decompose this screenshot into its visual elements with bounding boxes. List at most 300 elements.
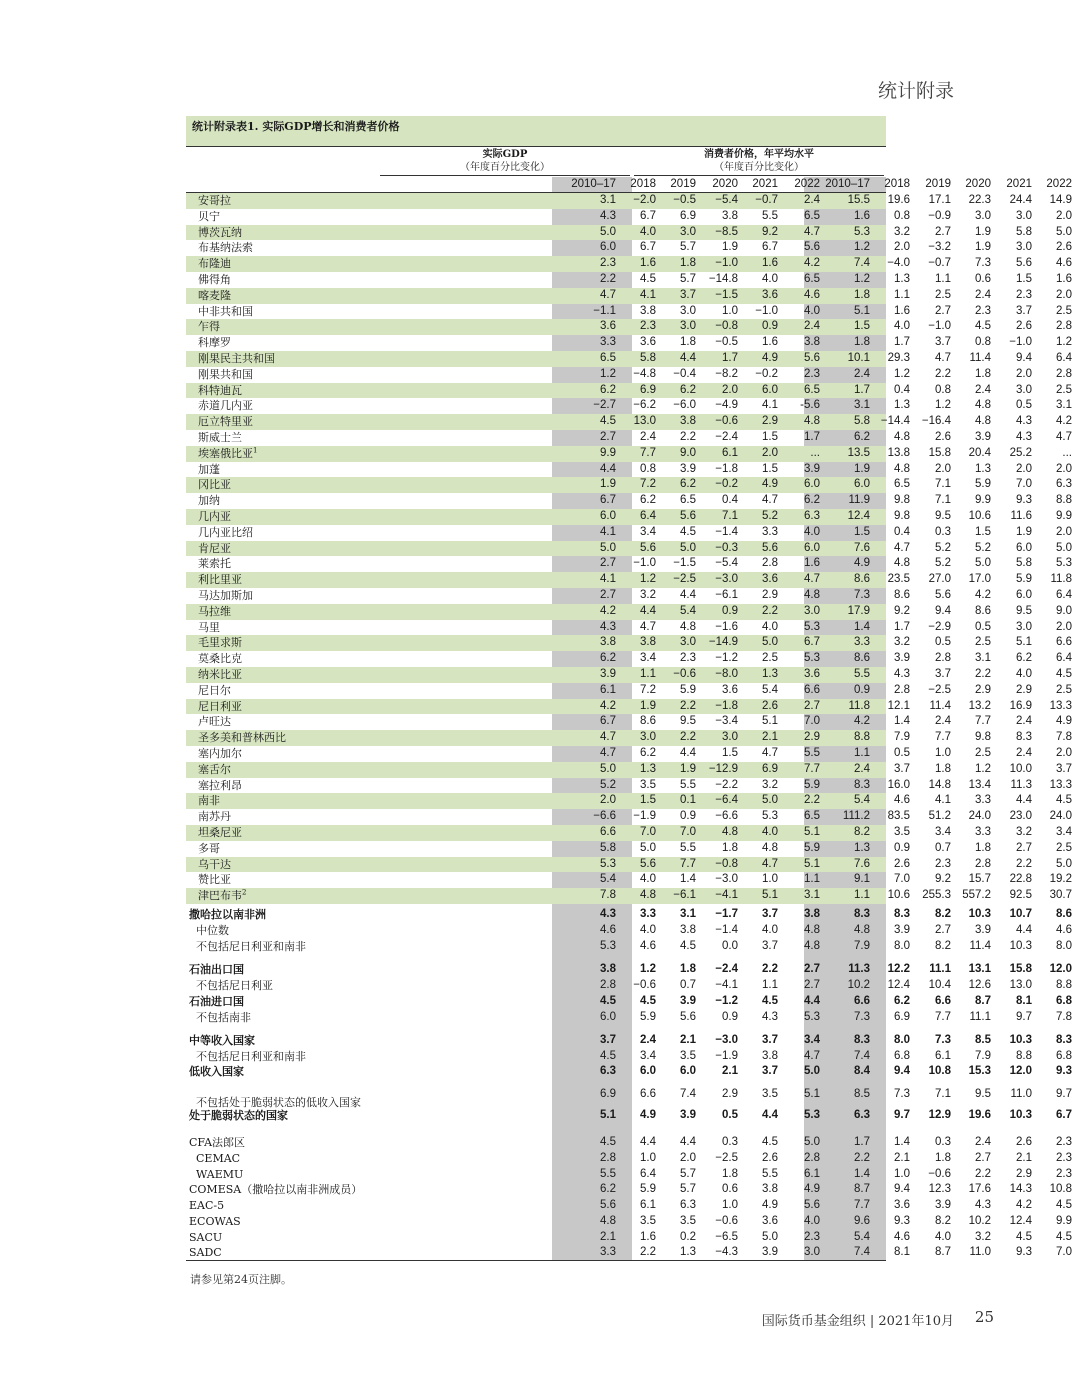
cpi-value-cell: 20.4 (968, 446, 991, 459)
gdp-value-cell: 1.0 (722, 1199, 738, 1211)
cpi-value-cell: 1.5 (854, 320, 870, 333)
cpi-value-cell: 3.2 (1016, 826, 1032, 838)
cpi-value-cell: 9.6 (854, 1215, 870, 1227)
cpi-value-cell: 3.3 (975, 794, 991, 807)
row-label: 科摩罗 (198, 336, 231, 350)
gdp-value-cell: 5.9 (640, 1183, 656, 1195)
cpi-value-cell: 1.9 (854, 462, 870, 475)
cpi-value-cell: 8.7 (854, 1183, 870, 1195)
gdp-value-cell: −6.6 (715, 810, 738, 823)
gdp-value-cell: 2022 (794, 178, 820, 190)
cpi-value-cell: 3.4 (1056, 826, 1072, 838)
gdp-value-cell: 3.5 (680, 1050, 696, 1062)
cpi-value-cell: 2.0 (1056, 288, 1072, 301)
gdp-value-cell: 3.0 (680, 320, 696, 333)
gdp-value-cell: 4.8 (640, 889, 656, 902)
cpi-value-cell: 12.0 (1009, 1065, 1032, 1077)
gdp-value-cell: 2.0 (722, 383, 738, 396)
gdp-value-cell: 3.7 (762, 1065, 778, 1077)
cpi-value-cell: 0.5 (894, 747, 910, 759)
gdp-value-cell: 3.1 (804, 889, 820, 902)
gdp-value-cell: 1.8 (680, 963, 696, 975)
row-label: 布隆迪 (198, 257, 231, 271)
cpi-value-cell: 2.0 (1016, 462, 1032, 475)
cpi-value-cell: 8.5 (975, 1034, 991, 1046)
cpi-value-cell: 4.2 (854, 715, 870, 728)
cpi-value-cell: 13.1 (968, 963, 991, 975)
cpi-value-cell: 13.3 (1049, 699, 1072, 712)
cpi-value-cell: 3.1 (854, 399, 870, 412)
cpi-value-cell: 51.2 (928, 810, 951, 823)
gdp-value-cell: 0.8 (640, 462, 656, 475)
gdp-value-cell: 5.0 (804, 1065, 820, 1077)
cpi-value-cell: 2.9 (1016, 683, 1032, 696)
cpi-value-cell: 10.3 (1009, 1034, 1032, 1046)
gdp-value-cell: 5.2 (762, 510, 778, 522)
gdp-value-cell: 5.7 (680, 1168, 696, 1180)
gdp-value-cell: 3.9 (680, 462, 696, 475)
cpi-value-cell: 11.4 (969, 352, 991, 364)
gdp-value-cell: −0.6 (715, 415, 738, 428)
cpi-value-cell: 3.5 (894, 826, 910, 838)
cpi-value-cell: 2.9 (1016, 1168, 1032, 1180)
gdp-value-cell: 4.0 (640, 924, 656, 936)
gdp-value-cell: −0.6 (715, 1215, 738, 1227)
gdp-value-cell: 4.2 (600, 604, 616, 617)
cpi-value-cell: 9.8 (975, 731, 991, 744)
cpi-value-cell: 7.8 (1056, 1011, 1072, 1023)
row-label: 刚果民主共和国 (198, 352, 275, 365)
cpi-value-cell: 3.2 (894, 636, 910, 649)
cpi-value-cell: 3.7 (1016, 304, 1032, 317)
cpi-value-cell: 13.2 (968, 699, 991, 712)
gdp-value-cell: 4.0 (804, 1215, 820, 1227)
cpi-value-cell: 1.8 (975, 367, 991, 380)
footnote-marker: 2 (242, 888, 247, 897)
aggregate-row (186, 994, 1072, 1010)
cpi-value-cell: 19.6 (887, 194, 910, 206)
cpi-value-cell: 1.4 (894, 715, 910, 728)
aggregate-row (186, 1064, 1072, 1080)
cpi-value-cell: 0.4 (894, 525, 910, 538)
cpi-value-cell: 2.4 (854, 762, 870, 775)
gdp-value-cell: 1.2 (600, 367, 616, 380)
cpi-value-cell: 0.5 (935, 636, 951, 649)
cpi-value-cell: 1.9 (975, 225, 991, 238)
cpi-value-cell: 2.4 (975, 1136, 991, 1148)
gdp-value-cell: 3.6 (640, 336, 656, 349)
gdp-value-cell: 2.9 (762, 415, 778, 428)
gdp-value-cell: −0.8 (715, 857, 738, 870)
row-label: 马里 (198, 620, 220, 634)
gdp-value-cell: 3.6 (762, 573, 778, 586)
gdp-value-cell: 9.0 (680, 446, 696, 459)
cpi-value-cell: 10.3 (968, 908, 991, 920)
gdp-value-cell: −8.0 (715, 668, 738, 680)
cpi-value-cell: 5.4 (854, 1231, 870, 1243)
gdp-value-cell: 4.5 (762, 995, 778, 1007)
cpi-value-cell: 1.3 (975, 462, 991, 475)
cpi-value-cell: 3.4 (935, 826, 951, 838)
gdp-value-cell: 6.2 (600, 652, 616, 665)
cpi-value-cell: 4.5 (975, 320, 991, 333)
gdp-value-cell: 5.0 (600, 225, 616, 238)
cpi-value-cell: 4.8 (894, 557, 910, 570)
gdp-value-cell: 2.2 (640, 1246, 656, 1258)
cpi-value-cell: 2.3 (975, 304, 991, 317)
cpi-value-cell: 6.3 (854, 1109, 870, 1121)
gdp-value-cell: 1.5 (640, 794, 656, 807)
gdp-value-cell: 4.4 (640, 604, 656, 617)
cpi-value-cell: 7.0 (1016, 478, 1032, 491)
gdp-value-cell: 4.7 (762, 857, 778, 870)
gdp-value-cell: 3.3 (600, 1246, 616, 1258)
gdp-value-cell: 2.3 (804, 1231, 820, 1243)
cpi-value-cell: −0.6 (928, 1168, 951, 1180)
gdp-value-cell: 4.8 (804, 924, 820, 936)
gdp-value-cell: −4.3 (715, 1246, 738, 1258)
gdp-value-cell: 4.7 (600, 747, 616, 759)
gdp-value-cell: 3.6 (722, 683, 738, 696)
row-label: 不包括尼日利亚 (196, 979, 273, 992)
cpi-value-cell: 2.5 (1056, 383, 1072, 396)
cpi-value-cell: 0.3 (935, 525, 951, 538)
gdp-value-cell: 2.1 (762, 731, 778, 744)
gdp-value-cell: 3.6 (804, 668, 820, 680)
cpi-value-cell: 4.4 (1016, 794, 1032, 807)
aggregate-row (186, 1049, 1072, 1065)
gdp-value-cell: 3.5 (762, 1088, 778, 1100)
gdp-value-cell: 6.2 (640, 494, 656, 507)
gdp-value-cell: 4.8 (600, 1215, 616, 1227)
cpi-value-cell: 12.4 (887, 979, 910, 991)
year-header-row (186, 177, 1072, 193)
cpi-value-cell: 7.1 (935, 1088, 951, 1100)
gdp-value-cell: −1.8 (715, 699, 738, 712)
gdp-value-cell: 1.8 (722, 1168, 738, 1180)
gdp-value-cell: 2.6 (762, 699, 778, 712)
gdp-value-cell: 3.0 (804, 604, 820, 617)
cpi-value-cell: 2.6 (1056, 241, 1072, 254)
gdp-value-cell: 1.5 (762, 431, 778, 443)
cpi-value-cell: 8.8 (854, 731, 870, 744)
cpi-value-cell: 4.5 (1016, 1231, 1032, 1243)
row-label: 南非 (198, 794, 220, 808)
cpi-value-cell: 1.8 (854, 288, 870, 301)
table-row (186, 714, 1072, 730)
table-row (186, 746, 1072, 762)
gdp-value-cell: 4.0 (804, 304, 820, 317)
gdp-value-cell: −6.0 (673, 399, 696, 412)
aggregate-row (186, 1087, 1072, 1109)
cpi-value-cell: 8.6 (894, 589, 910, 601)
gdp-value-cell: 4.7 (640, 620, 656, 633)
table-row (186, 525, 1072, 541)
cpi-value-cell: 0.9 (854, 683, 870, 696)
cpi-value-cell: 8.1 (1016, 995, 1032, 1007)
cpi-value-cell: 1.1 (935, 273, 951, 285)
aggregate-row (186, 1167, 1072, 1183)
aggregate-row (186, 923, 1072, 939)
cpi-value-cell: 4.2 (1016, 1199, 1032, 1211)
gdp-value-cell: 6.5 (600, 352, 616, 364)
gdp-value-cell: 4.8 (804, 415, 820, 428)
cpi-value-cell: 17.0 (968, 573, 991, 586)
cpi-value-cell: 1.4 (894, 1136, 910, 1148)
gdp-value-cell: 4.5 (600, 1136, 616, 1148)
cpi-value-cell: 8.2 (935, 908, 951, 920)
gdp-value-cell: −0.7 (755, 194, 778, 206)
cpi-value-cell: 2.8 (1056, 367, 1072, 380)
gdp-value-cell: 6.2 (680, 478, 696, 491)
gdp-value-cell: 5.8 (600, 841, 616, 854)
gdp-value-cell: 4.4 (640, 1136, 656, 1148)
gdp-value-cell: 1.2 (640, 573, 656, 586)
cpi-header-subtitle: （年度百分比变化） (714, 162, 804, 173)
row-label: 低收入国家 (189, 1065, 244, 1078)
gdp-value-cell: 6.5 (680, 494, 696, 507)
gdp-value-cell: 3.2 (762, 778, 778, 791)
gdp-value-cell: −2.5 (673, 573, 696, 586)
gdp-value-cell: 1.6 (762, 336, 778, 349)
gdp-value-cell: 2.2 (804, 794, 820, 807)
cpi-value-cell: 3.0 (1016, 383, 1032, 396)
gdp-value-cell: 4.0 (762, 620, 778, 633)
gdp-value-cell: 4.9 (762, 1199, 778, 1211)
gdp-value-cell: −1.9 (715, 1050, 738, 1062)
cpi-value-cell: 1.7 (854, 383, 870, 396)
cpi-value-cell: 12.4 (847, 510, 870, 522)
gdp-value-cell: 3.9 (600, 668, 616, 680)
table-row (186, 225, 1072, 241)
gdp-value-cell: 6.4 (640, 1168, 656, 1180)
cpi-value-cell: 11.4 (929, 699, 951, 712)
gdp-value-cell: -5.6 (800, 399, 820, 412)
cpi-value-cell: 6.4 (1056, 589, 1072, 601)
gdp-value-cell: 6.7 (600, 715, 616, 728)
gdp-value-cell: 5.0 (762, 636, 778, 649)
gdp-value-cell: −0.4 (673, 367, 696, 380)
gdp-value-cell: −0.6 (633, 979, 656, 991)
gdp-value-cell: 3.0 (680, 636, 696, 649)
cpi-value-cell: 9.7 (894, 1109, 910, 1121)
cpi-value-cell: 29.3 (887, 352, 910, 364)
cpi-value-cell: 24.4 (1009, 194, 1032, 206)
cpi-value-cell: 1.6 (854, 209, 870, 222)
cpi-value-cell: 11.1 (929, 963, 951, 975)
cpi-value-cell: 7.3 (854, 1011, 870, 1023)
cpi-value-cell: 4.6 (894, 1231, 910, 1243)
gdp-value-cell: 2.7 (804, 699, 820, 712)
gdp-value-cell: 3.9 (762, 1246, 778, 1258)
gdp-value-cell: 6.4 (640, 510, 656, 522)
cpi-value-cell: 5.2 (975, 541, 991, 554)
cpi-value-cell: 1.2 (854, 241, 870, 254)
cpi-value-cell: 8.0 (894, 940, 910, 952)
table-title-bar (186, 116, 886, 146)
row-label: COMESA（撒哈拉以南非洲成员） (189, 1183, 363, 1196)
gdp-value-cell: 0.9 (762, 320, 778, 333)
gdp-value-cell: 5.6 (680, 510, 696, 522)
gdp-value-cell: 2.2 (680, 699, 696, 712)
cpi-value-cell: 2.7 (935, 225, 951, 238)
gdp-value-cell: 2.2 (600, 273, 616, 285)
gdp-value-cell: 5.1 (804, 1088, 820, 1100)
cpi-value-cell: 1.8 (975, 841, 991, 854)
cpi-value-cell: 4.0 (1016, 668, 1032, 680)
cpi-value-cell: 1.6 (894, 304, 910, 317)
cpi-value-cell: 2.7 (935, 304, 951, 317)
table-row (186, 872, 1072, 888)
gdp-value-cell: 3.7 (680, 288, 696, 301)
gdp-value-cell: 6.2 (804, 494, 820, 507)
gdp-value-cell: 4.2 (600, 699, 616, 712)
gdp-value-cell: 3.4 (640, 525, 656, 538)
row-label: 博茨瓦纳 (198, 225, 242, 239)
row-label: 石油进口国 (189, 995, 244, 1008)
cpi-value-cell: 4.2 (975, 589, 991, 601)
gdp-value-cell: 5.5 (804, 747, 820, 759)
table-row (186, 272, 1072, 288)
gdp-value-cell: 4.6 (600, 924, 616, 936)
row-label: 马达加斯加 (198, 589, 253, 602)
row-label: 中等收入国家 (189, 1034, 255, 1047)
cpi-value-cell: 4.9 (1056, 715, 1072, 728)
gdp-value-cell: 2.9 (762, 589, 778, 601)
cpi-value-cell: 3.9 (975, 924, 991, 936)
gdp-value-cell: 2.3 (804, 367, 820, 380)
cpi-value-cell: 7.3 (935, 1034, 951, 1046)
cpi-value-cell: 2.0 (1056, 747, 1072, 759)
gdp-value-cell: 4.8 (762, 841, 778, 854)
cpi-value-cell: 7.7 (975, 715, 991, 728)
gdp-value-cell: 5.0 (762, 1231, 778, 1243)
gdp-value-cell: 6.9 (680, 209, 696, 222)
cpi-value-cell: 7.0 (1056, 1246, 1072, 1258)
cpi-value-cell: 6.4 (1056, 652, 1072, 665)
cpi-value-cell: 1.0 (894, 1168, 910, 1180)
cpi-value-cell: 5.8 (1016, 225, 1032, 238)
row-label: 不包括尼日利亚和南非 (196, 940, 306, 953)
gdp-value-cell: −1.0 (755, 304, 778, 317)
cpi-value-cell: 19.2 (1049, 873, 1072, 886)
gdp-value-cell: 3.5 (640, 778, 656, 791)
cpi-value-cell: 6.3 (1056, 478, 1072, 491)
gdp-value-cell: 7.7 (680, 857, 696, 870)
gdp-value-cell: 2.7 (600, 589, 616, 601)
table-row (186, 604, 1072, 620)
cpi-value-cell: 8.6 (1056, 908, 1072, 920)
cpi-value-cell: 13.4 (968, 778, 991, 791)
cpi-value-cell: 8.8 (1056, 494, 1072, 507)
gdp-value-cell: 1.0 (640, 1152, 656, 1164)
cpi-value-cell: 2.3 (1056, 1168, 1072, 1180)
cpi-value-cell: 4.5 (1056, 1199, 1072, 1211)
cpi-value-cell: 7.8 (1056, 731, 1072, 744)
table-row (186, 462, 1072, 478)
gdp-value-cell: 4.9 (804, 1183, 820, 1195)
footer-source: 国际货币基金组织 | 2021年10月 (761, 1314, 954, 1329)
gdp-value-cell: 6.5 (804, 383, 820, 396)
row-label: 石油出口国 (189, 963, 244, 976)
gdp-value-cell: 5.0 (600, 541, 616, 554)
cpi-value-cell: 6.5 (894, 478, 910, 491)
cpi-value-cell: 11.0 (1010, 1088, 1032, 1100)
gdp-value-cell: 3.6 (600, 320, 616, 333)
gdp-value-cell: 5.6 (804, 241, 820, 254)
gdp-value-cell: 3.9 (804, 462, 820, 475)
cpi-value-cell: 0.5 (1016, 399, 1032, 412)
table-row (186, 809, 1072, 825)
cpi-value-cell: 6.0 (1016, 589, 1032, 601)
table-row (186, 556, 1072, 572)
gdp-value-cell: 4.5 (640, 273, 656, 285)
table-row (186, 667, 1072, 683)
cpi-value-cell: ... (1062, 446, 1072, 459)
cpi-value-cell: 92.5 (1009, 889, 1032, 902)
cpi-value-cell: 9.9 (1056, 510, 1072, 522)
gdp-value-cell: 1.9 (640, 699, 656, 712)
gdp-value-cell: 4.4 (680, 352, 696, 364)
cpi-value-cell: 8.1 (894, 1246, 910, 1258)
cpi-value-cell: 3.7 (935, 668, 951, 680)
row-label: 中非共和国 (198, 304, 253, 318)
cpi-value-cell: 9.7 (1056, 1088, 1072, 1100)
gdp-value-cell: 6.0 (640, 1065, 656, 1077)
gdp-value-cell: 4.5 (680, 525, 696, 538)
gdp-value-cell: 5.6 (804, 352, 820, 364)
gdp-value-cell: 5.1 (762, 715, 778, 728)
cpi-value-cell: 6.0 (1016, 541, 1032, 554)
cpi-value-cell: 1.9 (975, 241, 991, 254)
gdp-value-cell: 5.1 (804, 857, 820, 870)
cpi-value-cell: 2.9 (975, 683, 991, 696)
cpi-value-cell: 4.5 (1056, 1231, 1072, 1243)
gdp-value-cell: 4.4 (680, 1136, 696, 1148)
cpi-value-cell: 7.3 (894, 1088, 910, 1100)
gdp-value-cell: −1.6 (715, 620, 738, 633)
gdp-value-cell: 6.6 (804, 683, 820, 696)
gdp-value-cell: −2.2 (715, 778, 738, 791)
cpi-value-cell: 2.8 (894, 683, 910, 696)
table-row (186, 793, 1072, 809)
gdp-value-cell: 7.4 (680, 1088, 696, 1100)
cpi-value-cell: 111.2 (842, 810, 870, 823)
gdp-value-cell: −14.8 (708, 273, 738, 285)
cpi-value-cell: 27.0 (928, 573, 951, 586)
gdp-value-cell: 5.8 (640, 352, 656, 364)
gdp-value-cell: −6.1 (673, 889, 696, 902)
cpi-value-cell: 13.0 (1009, 979, 1032, 991)
footnote-marker: 1 (253, 446, 258, 455)
cpi-value-cell: 7.3 (854, 589, 870, 601)
gdp-value-cell: −2.5 (715, 1152, 738, 1164)
cpi-value-cell: 9.5 (935, 510, 951, 522)
cpi-value-cell: 19.6 (968, 1109, 991, 1121)
cpi-header-rule (634, 175, 884, 176)
row-label: 乌干达 (198, 857, 231, 871)
cpi-value-cell: 1.2 (894, 367, 910, 380)
cpi-value-cell: 9.4 (894, 1065, 910, 1077)
gdp-value-cell: 7.7 (640, 446, 656, 459)
gdp-value-cell: 1.1 (640, 668, 656, 680)
gdp-value-cell: 0.5 (722, 1109, 738, 1121)
gdp-value-cell: 3.7 (762, 940, 778, 952)
row-label: 佛得角 (198, 273, 231, 286)
cpi-value-cell: 5.4 (854, 794, 870, 807)
gdp-value-cell: 4.7 (804, 573, 820, 586)
cpi-value-cell: 23.0 (1009, 810, 1032, 823)
